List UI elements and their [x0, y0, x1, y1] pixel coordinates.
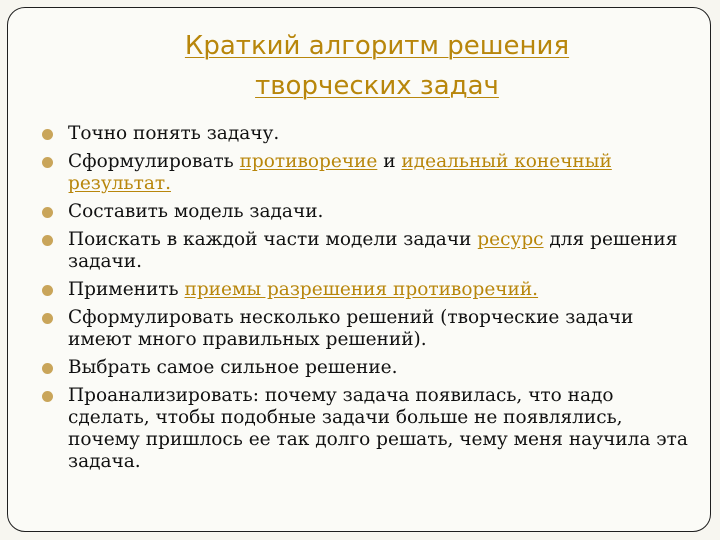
link-contradiction[interactable]: противоречие [239, 151, 378, 172]
bullet-icon [42, 235, 53, 246]
bullet-icon [42, 313, 53, 324]
item-text: и [377, 151, 402, 172]
link-contradiction-resolution[interactable]: приемы разрешения противоречий. [184, 279, 539, 300]
item-text: Поискать в каждой части модели задачи [68, 229, 478, 250]
item-text: для решения задачи. [68, 229, 678, 272]
bullet-icon [42, 285, 53, 296]
link-ideal-final-result[interactable]: идеальный конечный результат. [68, 151, 612, 194]
algorithm-list [28, 123, 688, 479]
bullet-icon [42, 207, 53, 218]
item-text: Применить [68, 279, 185, 300]
bullet-icon [42, 129, 53, 140]
list-item [28, 201, 688, 223]
list-item [28, 357, 688, 379]
list-item [28, 307, 688, 351]
bullet-icon [42, 363, 53, 374]
link-resource[interactable]: ресурс [477, 229, 544, 250]
item-text: Проанализировать: почему задача появилась, что надо сделать, чтобы подобные задачи больше не появлялись, почему пришлось ее так долго решать, чему меня научила эта задача. [68, 385, 688, 472]
title-line-2[interactable]: творческих задач [255, 71, 499, 101]
item-text: Сформулировать несколько решений (творческие задачи имеют много правильных решений). [68, 307, 634, 350]
bullet-icon [42, 391, 53, 402]
list-item [28, 123, 688, 145]
list-item [28, 229, 688, 273]
list-item [28, 385, 688, 473]
title-line-1[interactable]: Краткий алгоритм решения [184, 31, 570, 61]
bullet-icon [42, 157, 53, 168]
item-text: Точно понять задачу. [68, 123, 280, 144]
list-item [28, 279, 688, 301]
item-text: Выбрать самое сильное решение. [68, 357, 398, 378]
list-item [28, 151, 688, 195]
slide [7, 7, 711, 532]
item-text: Составить модель задачи. [68, 201, 324, 222]
item-text: Сформулировать [68, 151, 240, 172]
slide-title[interactable] [8, 26, 710, 106]
